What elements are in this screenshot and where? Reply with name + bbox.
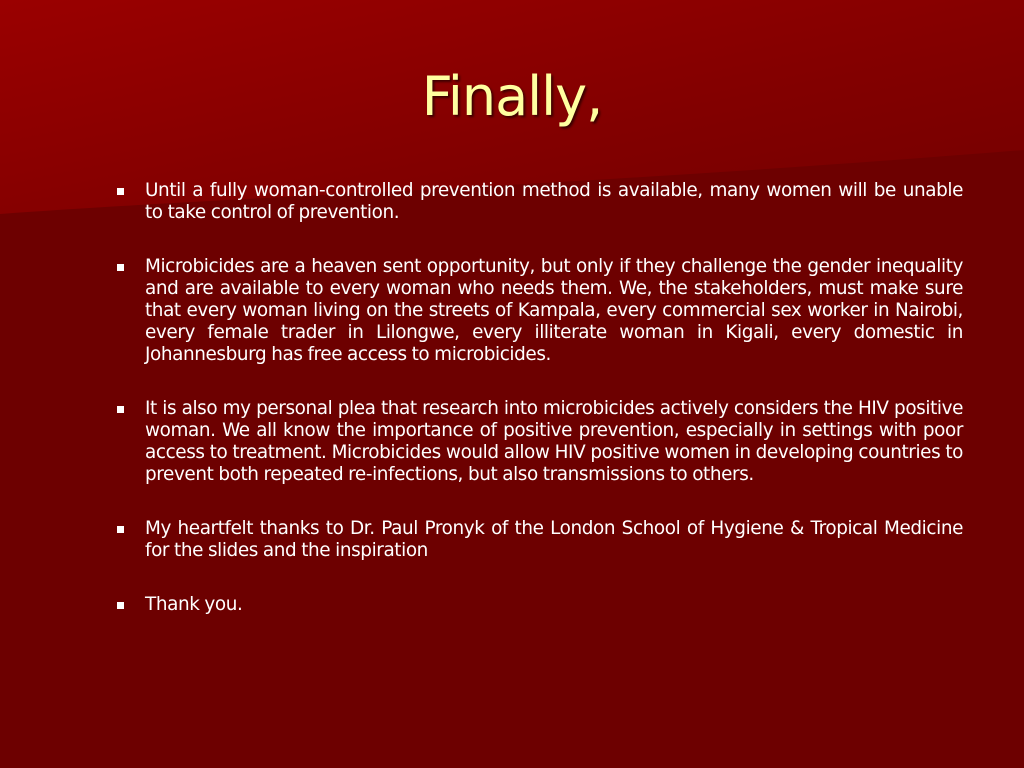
bullet-item [112, 594, 963, 616]
bullet-text: Thank you. [145, 594, 243, 615]
square-bullet-icon [117, 264, 124, 271]
bullet-text: Microbicides are a heaven sent opportunity, but only if they challenge the gender inequality and are available to every woman who needs them. We, the stakeholders, must make sure that every woman living on the streets of Kampala, every commercial sex worker in Nairobi, every female trader in Lilongwe, every illiterate woman in Kigali, every domestic in Johannesburg has free access to microbicides. [145, 256, 963, 365]
bullet-item [112, 180, 963, 224]
bullet-text: My heartfelt thanks to Dr. Paul Pronyk of the London School of Hygiene & Tropical Medicine for the slides and the inspiration [145, 518, 963, 561]
bullet-text: It is also my personal plea that research into microbicides actively considers the HIV positive woman. We all know the importance of positive prevention, especially in settings with poor access to treatment. Microbicides would allow HIV positive women in developing countries to prevent both repeated re-infections, but also transmissions to others. [145, 398, 963, 485]
bullet-item [112, 256, 963, 366]
bullet-text: Until a fully woman-controlled prevention method is available, many women will be unable to take control of prevention. [145, 180, 963, 223]
square-bullet-icon [117, 526, 124, 533]
bullet-item [112, 398, 963, 486]
slide-title: Finally, [421, 65, 603, 128]
bullet-list [112, 180, 963, 648]
square-bullet-icon [117, 602, 124, 609]
square-bullet-icon [117, 406, 124, 413]
square-bullet-icon [117, 188, 124, 195]
bullet-item [112, 518, 963, 562]
